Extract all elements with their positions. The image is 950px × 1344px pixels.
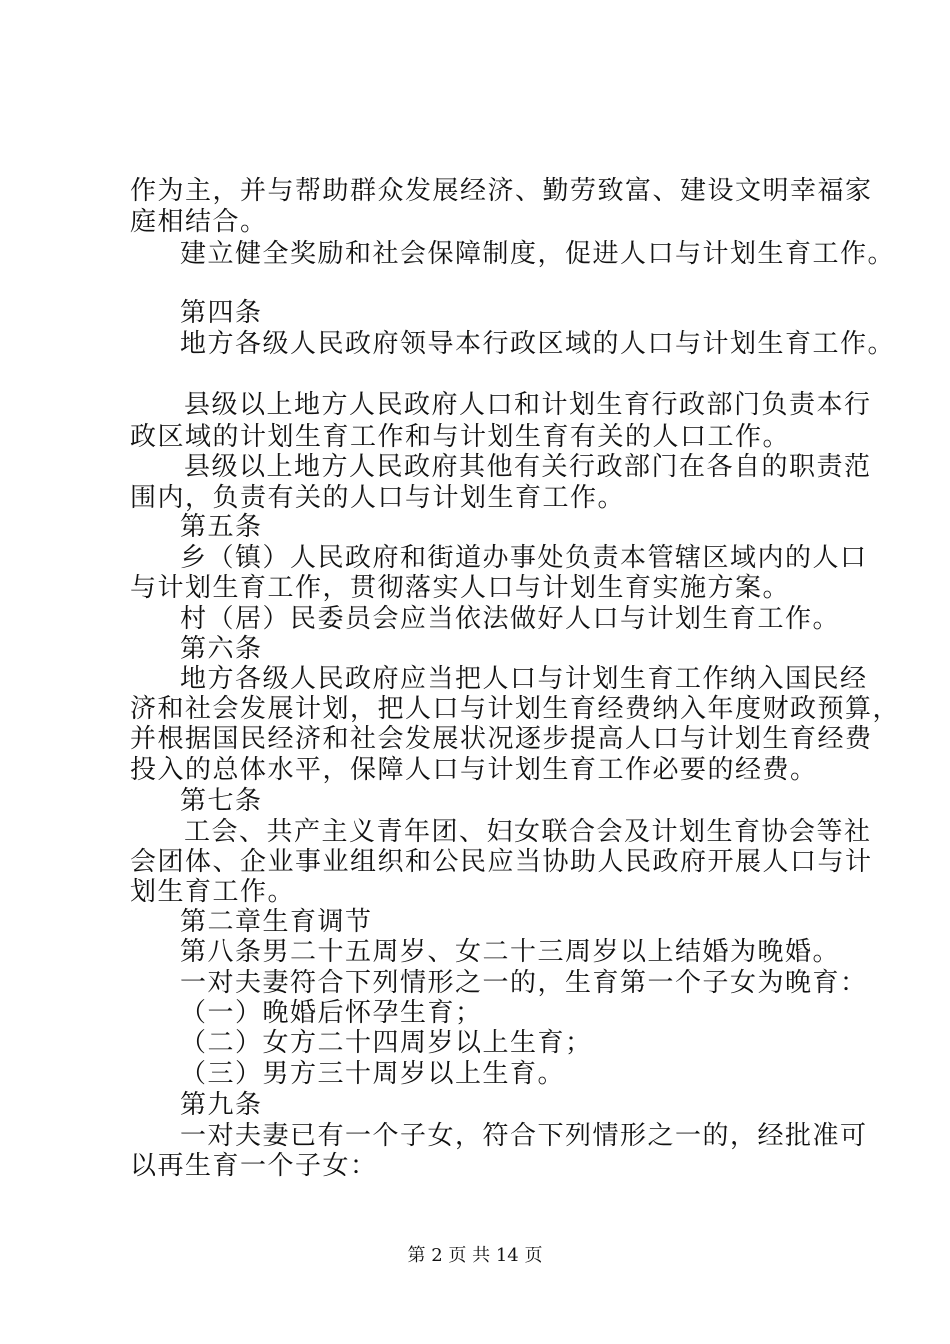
list-item: （一）晚婚后怀孕生育； [180, 998, 483, 1028]
text-line: 以再生育一个子女： [130, 1151, 378, 1181]
text-line: 一对夫妻已有一个子女，符合下列情形之一的，经批准可 [180, 1121, 868, 1151]
page-footer: 第 2 页 共 14 页 [407, 1245, 543, 1266]
article-heading: 第七条 [180, 786, 263, 816]
article-heading: 第九条 [180, 1090, 263, 1120]
text-line: 一对夫妻符合下列情形之一的，生育第一个子女为晚育： [180, 968, 868, 998]
text-line: 第八条男二十五周岁、女二十三周岁以上结婚为晚婚。 [180, 937, 841, 967]
text-line: 会团体、企业事业组织和公民应当协助人民政府开展人口与计 [130, 847, 873, 877]
text-line: 建立健全奖励和社会保障制度，促进人口与计划生育工作。 [180, 239, 896, 269]
text-line: 投入的总体水平，保障人口与计划生育工作必要的经费。 [130, 755, 818, 785]
text-line: 村（居）民委员会应当依法做好人口与计划生育工作。 [180, 604, 841, 634]
text-line: 划生育工作。 [130, 877, 296, 907]
text-line: 围内，负责有关的人口与计划生育工作。 [130, 483, 626, 513]
text-line: 作为主，并与帮助群众发展经济、勤劳致富、建设文明幸福家 [130, 176, 873, 206]
text-line: 县级以上地方人民政府人口和计划生育行政部门负责本行 [184, 390, 872, 420]
article-heading: 第五条 [180, 512, 263, 542]
list-item: （二）女方二十四周岁以上生育； [180, 1028, 593, 1058]
article-heading: 第四条 [180, 298, 263, 328]
text-line: 与计划生育工作，贯彻落实人口与计划生育实施方案。 [130, 573, 791, 603]
text-line: 乡（镇）人民政府和街道办事处负责本管辖区域内的人口 [180, 543, 868, 573]
text-line: 政区域的计划生育工作和与计划生育有关的人口工作。 [130, 422, 791, 452]
article-heading: 第六条 [180, 634, 263, 664]
text-line: 县级以上地方人民政府其他有关行政部门在各自的职责范 [184, 452, 872, 482]
text-line: 济和社会发展计划，把人口与计划生育经费纳入年度财政预算， [130, 694, 901, 724]
list-item: （三）男方三十周岁以上生育。 [180, 1059, 566, 1089]
text-line: 地方各级人民政府领导本行政区域的人口与计划生育工作。 [180, 329, 896, 359]
text-line: 工会、共产主义青年团、妇女联合会及计划生育协会等社 [184, 817, 872, 847]
text-line: 并根据国民经济和社会发展状况逐步提高人口与计划生育经费 [130, 724, 873, 754]
text-line: 庭相结合。 [130, 207, 268, 237]
text-line: 地方各级人民政府应当把人口与计划生育工作纳入国民经 [180, 664, 868, 694]
chapter-heading: 第二章生育调节 [180, 907, 373, 937]
